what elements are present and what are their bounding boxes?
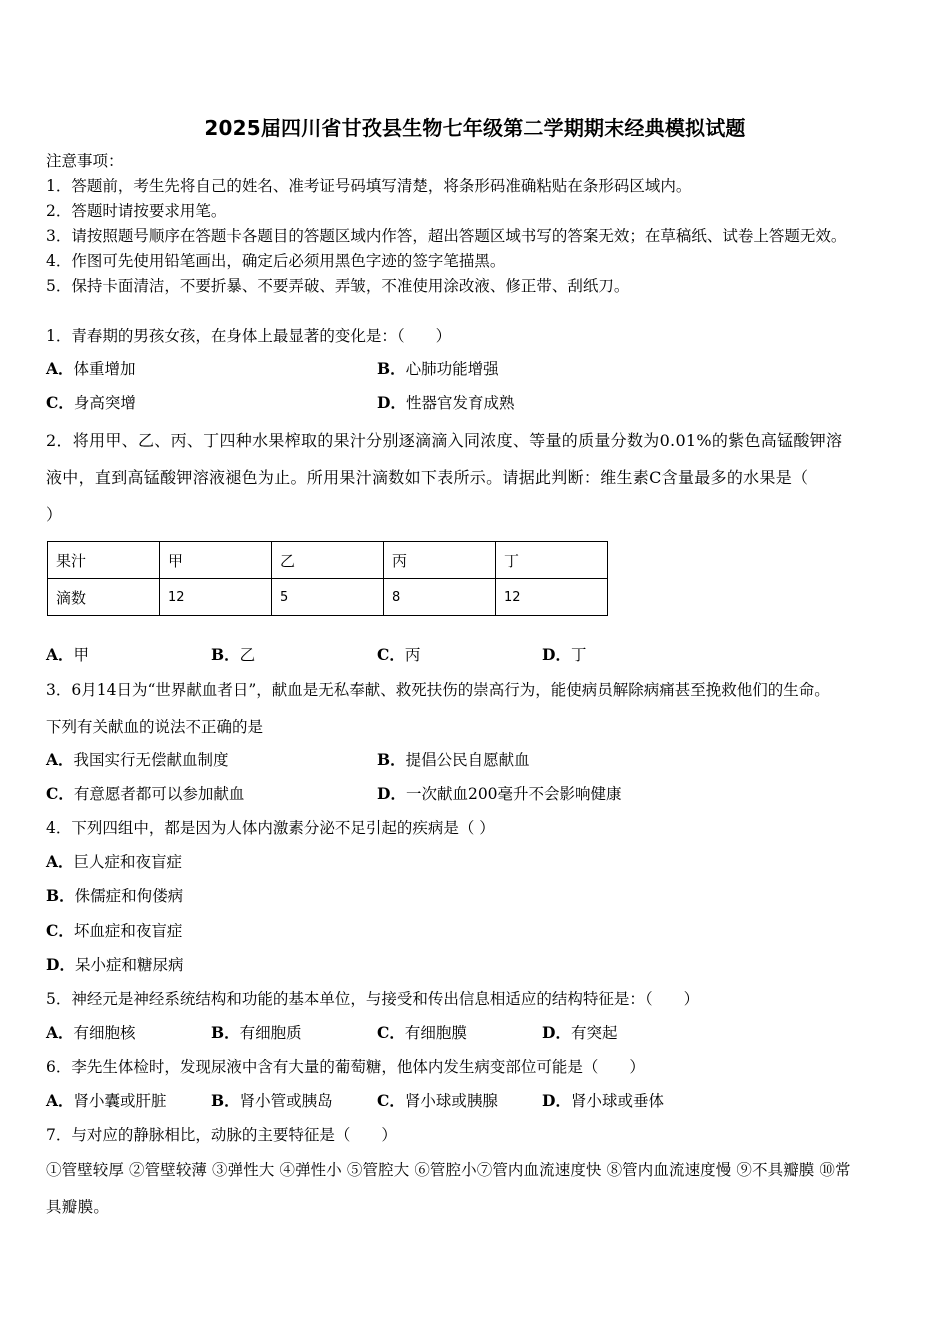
- q5-option-d: [542, 1023, 617, 1043]
- table-cell: 5: [272, 579, 384, 616]
- option-text: 有细胞核: [73, 1024, 136, 1042]
- q6-option-a: [46, 1091, 167, 1111]
- option-label: D．: [542, 1091, 571, 1110]
- notice-item: 2．答题时请按要求用笔。: [46, 202, 227, 220]
- option-text: 丁: [570, 646, 587, 664]
- notice-heading: 注意事项：: [46, 152, 124, 170]
- option-text: 有细胞膜: [404, 1024, 467, 1042]
- option-text: 侏儒症和佝偻病: [74, 887, 184, 905]
- option-label: A．: [46, 359, 74, 378]
- option-label: D．: [377, 393, 406, 412]
- q1-option-c: [46, 393, 136, 413]
- option-label: B．: [211, 645, 240, 664]
- q4-option-d: [46, 955, 183, 975]
- q6-option-b: [211, 1091, 333, 1111]
- q1-option-d: [377, 393, 514, 413]
- option-label: B．: [211, 1023, 240, 1042]
- notice-item: 5．保持卡面清洁，不要折暴、不要弄破、弄皱，不准使用涂改液、修正带、刮纸刀。: [46, 277, 630, 295]
- table-row: [48, 579, 608, 616]
- question-1-stem: 1．青春期的男孩女孩，在身体上最显著的变化是：（ ）: [46, 327, 452, 345]
- table-cell: 丁: [496, 542, 608, 579]
- question-4-stem: 4．下列四组中，都是因为人体内激素分泌不足引起的疾病是（ ）: [46, 819, 495, 837]
- option-label: B．: [377, 359, 406, 378]
- option-text: 肾小囊或肝脏: [73, 1092, 167, 1110]
- option-text: 体重增加: [73, 360, 136, 378]
- option-text: 有意愿者都可以参加献血: [73, 785, 245, 803]
- option-label: A．: [46, 645, 74, 664]
- question-5-stem: 5．神经元是神经系统结构和功能的基本单位，与接受和传出信息相适应的结构特征是：（ ）: [46, 990, 700, 1008]
- q4-option-c: [46, 921, 182, 941]
- option-text: 甲: [73, 646, 90, 664]
- notice-item: 4．作图可先使用铅笔画出，确定后必须用黑色字迹的签字笔描黑。: [46, 252, 506, 270]
- question-7-items-line2: 具瓣膜。: [46, 1198, 110, 1216]
- option-label: D．: [542, 645, 571, 664]
- option-label: B．: [46, 886, 75, 905]
- question-2-stem-line2: 液中，直到高锰酸钾溶液褪色为止。所用果汁滴数如下表所示。请据此判断：维生素C含量最多的水果是（: [46, 468, 809, 487]
- juice-drops-table: [47, 541, 608, 616]
- option-label: C．: [377, 1091, 405, 1110]
- q2-option-d: [542, 645, 586, 665]
- option-text: 身高突增: [73, 394, 136, 412]
- q2-option-c: [377, 645, 420, 665]
- option-text: 肾小管或胰岛: [239, 1092, 333, 1110]
- question-7-stem: 7．与对应的静脉相比，动脉的主要特征是（ ）: [46, 1126, 397, 1144]
- exam-title: 2025届四川省甘孜县生物七年级第二学期期末经典模拟试题: [204, 116, 746, 140]
- question-6-stem: 6．李先生体检时，发现尿液中含有大量的葡萄糖，他体内发生病变部位可能是（ ）: [46, 1058, 645, 1076]
- table-cell: 滴数: [48, 579, 160, 616]
- option-text: 丙: [404, 646, 421, 664]
- option-label: A．: [46, 750, 74, 769]
- option-label: A．: [46, 852, 74, 871]
- option-text: 呆小症和糖尿病: [74, 956, 184, 974]
- q6-option-c: [377, 1091, 498, 1111]
- table-cell: 12: [160, 579, 272, 616]
- option-label: B．: [377, 750, 406, 769]
- table-row: [48, 542, 608, 579]
- table-cell: 甲: [160, 542, 272, 579]
- option-text: 性器官发育成熟: [405, 394, 515, 412]
- table-cell: 丙: [384, 542, 496, 579]
- q1-option-a: [46, 359, 136, 379]
- question-2-stem-line1: 2．将用甲、乙、丙、丁四种水果榨取的果汁分别逐滴滴入同浓度、等量的质量分数为0.01%的紫色高锰酸钾溶: [46, 431, 843, 450]
- option-label: D．: [46, 955, 75, 974]
- q3-option-c: [46, 784, 244, 804]
- option-label: B．: [211, 1091, 240, 1110]
- option-text: 巨人症和夜盲症: [73, 853, 183, 871]
- table-cell: 果汁: [48, 542, 160, 579]
- option-label: C．: [377, 1023, 405, 1042]
- table-cell: 乙: [272, 542, 384, 579]
- option-text: 坏血症和夜盲症: [73, 922, 183, 940]
- option-label: C．: [46, 393, 74, 412]
- option-text: 有突起: [570, 1024, 618, 1042]
- option-text: 肾小球或垂体: [570, 1092, 664, 1110]
- option-label: A．: [46, 1023, 74, 1042]
- q6-option-d: [542, 1091, 664, 1111]
- q5-option-a: [46, 1023, 136, 1043]
- q5-option-c: [377, 1023, 467, 1043]
- option-text: 肾小球或胰腺: [404, 1092, 498, 1110]
- q4-option-a: [46, 852, 182, 872]
- q3-option-b: [377, 750, 530, 770]
- notice-item: 3．请按照题号顺序在答题卡各题目的答题区域内作答，超出答题区域书写的答案无效；在草稿纸、试卷上答题无效。: [46, 227, 847, 245]
- q4-option-b: [46, 886, 183, 906]
- option-text: 我国实行无偿献血制度: [73, 751, 229, 769]
- table-cell: 12: [496, 579, 608, 616]
- option-label: C．: [46, 921, 74, 940]
- question-3-stem-line2: 下列有关献血的说法不正确的是: [46, 718, 264, 736]
- option-label: D．: [542, 1023, 571, 1042]
- option-text: 有细胞质: [239, 1024, 302, 1042]
- table-cell: 8: [384, 579, 496, 616]
- option-label: C．: [46, 784, 74, 803]
- q2-option-a: [46, 645, 89, 665]
- question-3-stem-line1: 3．6月14日为“世界献血者日”，献血是无私奉献、救死扶伤的崇高行为，能使病员解除病痛甚至挽救他们的生命。: [46, 681, 830, 699]
- option-text: 乙: [239, 646, 256, 664]
- option-text: 提倡公民自愿献血: [405, 751, 530, 769]
- q5-option-b: [211, 1023, 302, 1043]
- option-text: 心肺功能增强: [405, 360, 499, 378]
- q2-option-b: [211, 645, 255, 665]
- question-2-stem-line3: ）: [46, 505, 63, 524]
- option-label: A．: [46, 1091, 74, 1110]
- q1-option-b: [377, 359, 499, 379]
- q3-option-a: [46, 750, 229, 770]
- option-text: 一次献血200毫升不会影响健康: [405, 785, 622, 803]
- question-7-items-line1: ①管壁较厚 ②管壁较薄 ③弹性大 ④弹性小 ⑤管腔大 ⑥管腔小⑦管内血流速度快 ⑧管内血流速度慢 ⑨不具瓣膜 ⑩常: [46, 1161, 851, 1179]
- notice-item: 1．答题前，考生先将自己的姓名、准考证号码填写清楚，将条形码准确粘贴在条形码区域内。: [46, 177, 692, 195]
- option-label: C．: [377, 645, 405, 664]
- option-label: D．: [377, 784, 406, 803]
- q3-option-d: [377, 784, 622, 804]
